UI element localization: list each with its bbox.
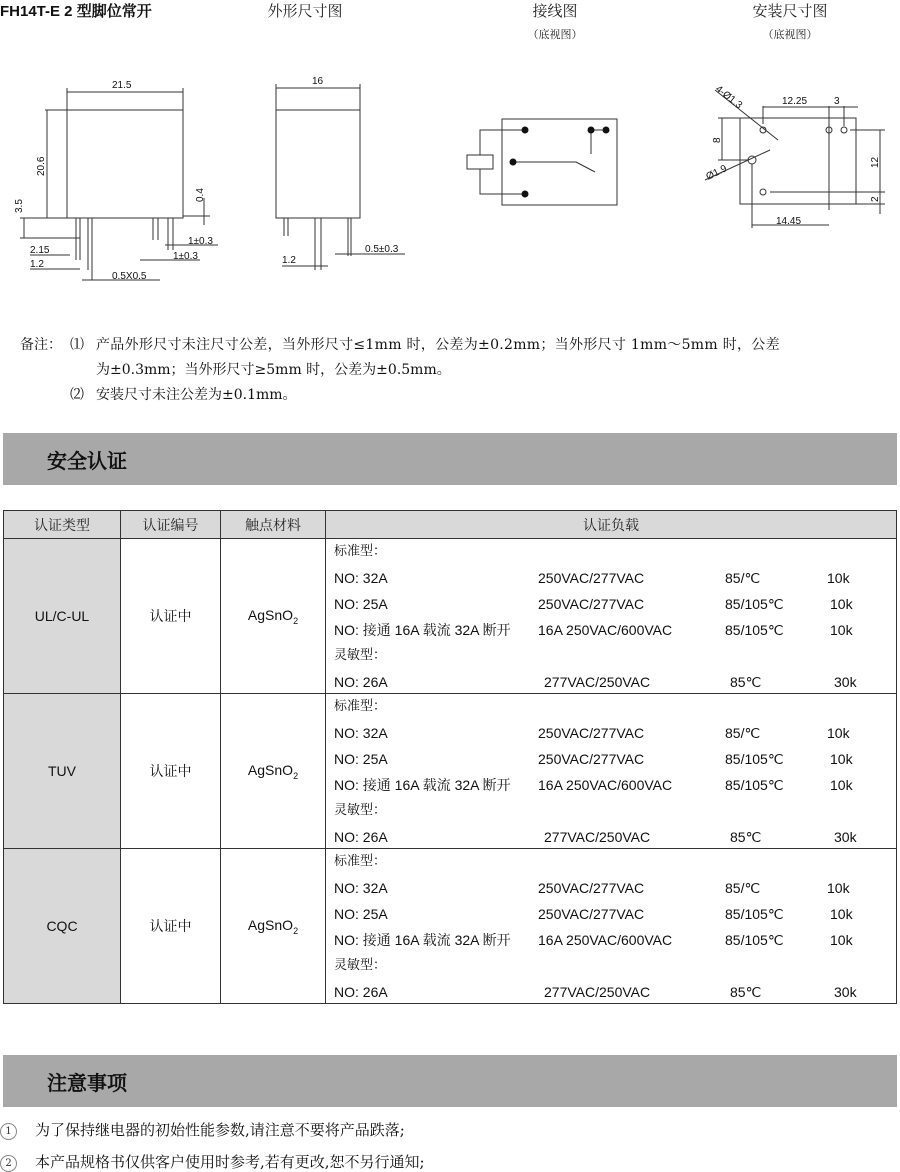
load-line: NO: 25A 250VAC/277VAC 85/105℃ 10k (334, 751, 853, 767)
dim-width: 21.5 (112, 80, 132, 91)
header-contact-material: 触点材料 (221, 511, 326, 539)
dim-big-hole: Ø1.9 (704, 163, 729, 183)
dim-pin-w2: 1±0.3 (173, 251, 198, 262)
note-text: 本产品规格书仅供客户使用时参考,若有更改,恕不另行通知; (35, 1153, 425, 1171)
load-standard-label: 标准型： (334, 854, 387, 869)
wiring-caption: 接线图 (532, 2, 578, 20)
section-title-safety: 安全认证 (47, 449, 127, 473)
table-row (4, 849, 897, 1004)
contact-material: AgSnO$_2$ (221, 849, 326, 1004)
side-outline-drawing (260, 70, 430, 280)
remark-1-number: ⑴ (70, 337, 84, 353)
dim-height: 20.6 (36, 156, 47, 176)
dim-pin-w1: 1±0.3 (188, 236, 213, 247)
table-row (4, 539, 897, 694)
wiring-diagram (450, 100, 630, 220)
certification-table (3, 510, 897, 1004)
cert-type: TUV (4, 694, 121, 849)
cert-load (326, 849, 897, 1004)
outline-caption: 外形尺寸图 (267, 2, 343, 20)
dim-holes: 4-Ø1.3 (713, 83, 745, 112)
cert-number: 认证中 (121, 694, 221, 849)
dim-2-15: 2.15 (30, 245, 50, 256)
dim-1-2: 1.2 (30, 259, 44, 270)
dim-8: 8 (712, 137, 723, 143)
note-number: 1 (0, 1123, 17, 1140)
load-standard-label: 标准型： (334, 699, 387, 714)
load-sensitive-label: 灵敏型： (334, 803, 387, 818)
cert-number: 认证中 (121, 849, 221, 1004)
dim-pin-section: 0.5X0.5 (112, 271, 147, 282)
wiring-subcaption: （底视图） (527, 28, 583, 41)
dim-pin-length: 3.5 (14, 199, 25, 213)
remark-2-number: ⑵ (70, 387, 84, 403)
dim-side-tol: 0.5±0.3 (365, 244, 399, 255)
cert-load (326, 539, 897, 694)
dim-2: 2 (870, 196, 881, 202)
load-line: NO: 接通 16A 载流 32A 断开 16A 250VAC/600VAC 85/105℃ 10k (334, 622, 853, 638)
load-line: NO: 接通 16A 载流 32A 断开 16A 250VAC/600VAC 85/105℃ 10k (334, 777, 853, 793)
load-line: NO: 接通 16A 载流 32A 断开 16A 250VAC/600VAC 85/105℃ 10k (334, 932, 853, 948)
load-sensitive-label: 灵敏型： (334, 648, 387, 663)
load-line: NO: 25A 250VAC/277VAC 85/105℃ 10k (334, 906, 853, 922)
load-line: NO: 32A 250VAC/277VAC 85/℃ 10k (334, 880, 850, 896)
product-title: FH14T-E 2 型脚位常开 (0, 3, 152, 20)
note-item (0, 1119, 405, 1140)
section-banner-notes (3, 1055, 897, 1107)
cert-load (326, 694, 897, 849)
remark-2-text: 安装尺寸未注公差为±0.1mm。 (96, 387, 297, 403)
note-number: 2 (0, 1155, 17, 1172)
load-sensitive-label: 灵敏型： (334, 958, 387, 973)
dim-side-pin: 1.2 (282, 255, 296, 266)
load-line: NO: 32A 250VAC/277VAC 85/℃ 10k (334, 725, 850, 741)
load-line: NO: 26A 277VAC/250VAC 85℃ 30k (334, 829, 857, 845)
dim-14-45: 14.45 (776, 216, 802, 227)
load-line: NO: 26A 277VAC/250VAC 85℃ 30k (334, 674, 857, 690)
table-header-row (4, 511, 897, 539)
section-banner-safety (3, 433, 897, 485)
section-title-notes: 注意事项 (47, 1071, 127, 1095)
dim-gap: 0.4 (195, 188, 206, 202)
contact-material: AgSnO$_2$ (221, 694, 326, 849)
cert-number: 认证中 (121, 539, 221, 694)
front-outline-drawing (0, 70, 225, 290)
dim-12-25: 12.25 (782, 96, 808, 107)
note-text: 为了保持继电器的初始性能参数,请注意不要将产品跌落; (35, 1121, 405, 1139)
dim-12: 12 (870, 156, 881, 168)
header-cert-number: 认证编号 (121, 511, 221, 539)
mounting-subcaption: （底视图） (762, 28, 818, 41)
load-line: NO: 32A 250VAC/277VAC 85/℃ 10k (334, 570, 850, 586)
table-row (4, 694, 897, 849)
remark-1-line2: 为±0.3mm；当外形尺寸≥5mm 时，公差为±0.5mm。 (96, 362, 451, 378)
remark-1-line1: 产品外形尺寸未注尺寸公差，当外形尺寸≤1mm 时，公差为±0.2mm；当外形尺寸 1mm～5mm 时，公差 (96, 337, 780, 353)
remarks-label: 备注： (20, 337, 62, 353)
mounting-caption: 安装尺寸图 (752, 2, 828, 20)
header-cert-load: 认证负载 (326, 511, 897, 539)
load-line: NO: 25A 250VAC/277VAC 85/105℃ 10k (334, 596, 853, 612)
contact-material: AgSnO$_2$ (221, 539, 326, 694)
header-cert-type: 认证类型 (4, 511, 121, 539)
dim-3: 3 (834, 96, 840, 107)
cert-type: UL/C-UL (4, 539, 121, 694)
cert-type: CQC (4, 849, 121, 1004)
mounting-diagram (690, 80, 900, 240)
load-line: NO: 26A 277VAC/250VAC 85℃ 30k (334, 984, 857, 1000)
dim-side-width: 16 (312, 76, 324, 87)
load-standard-label: 标准型： (334, 544, 387, 559)
